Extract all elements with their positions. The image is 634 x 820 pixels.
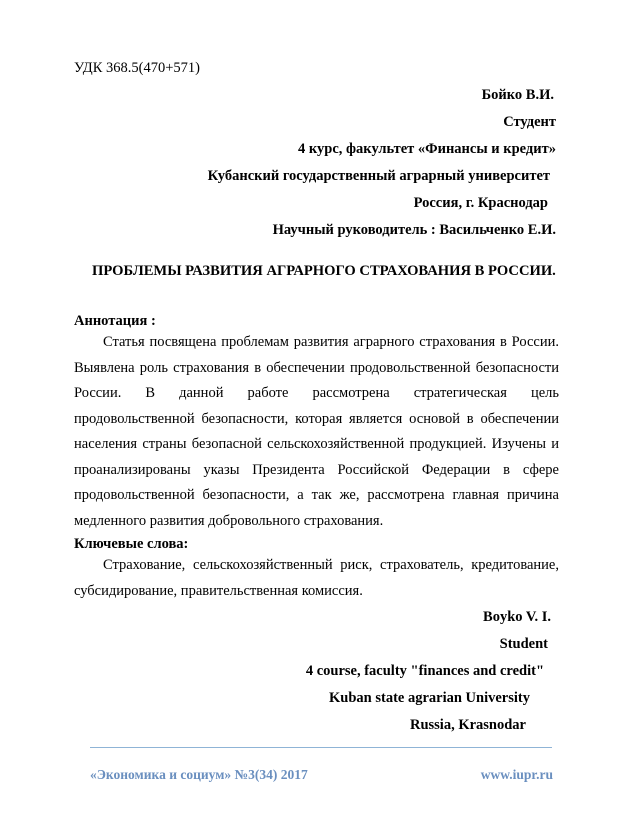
author-course-ru: 4 курс, факультет «Финансы и кредит» <box>297 141 556 157</box>
author-university-en: Kuban state agrarian University <box>329 690 530 706</box>
author-status-ru: Студент <box>503 114 556 130</box>
journal-website-link[interactable]: www.iupr.ru <box>480 767 553 782</box>
author-name-ru: Бойко В.И. <box>481 87 554 103</box>
udk-code: УДК 368.5(470+571) <box>74 60 200 76</box>
keywords-heading: Ключевые слова: <box>74 536 189 552</box>
author-status-en: Student <box>499 636 548 652</box>
keywords-text: Страхование, сельскохозяйственный риск, страхователь, кредитование, субсидирование, правительственная комиссия. <box>74 557 559 599</box>
annotation-heading: Аннотация : <box>74 313 156 329</box>
annotation-text: Статья посвящена проблемам развития аграрного страхования в России. Выявлена роль страхования в обеспечении продовольственной безопасности России. В данной работе рассмотрена стратегическая цель продовольственной безопасности, которая является основой в обеспечении населения страны безопасной сельскохозяйственной продукцией. Изучены и проанализированы указы Президента Российской Федерации в сфере продовольственной безопасности, а так же, рассмотрена главная причина медленного развития добровольного страхования. <box>74 334 559 529</box>
author-city-ru: Россия, г. Краснодар <box>413 195 548 211</box>
journal-name: «Экономика и социум» №3(34) 2017 <box>90 767 308 782</box>
author-university-ru: Кубанский государственный аграрный университет <box>207 168 550 184</box>
article-title: ПРОБЛЕМЫ РАЗВИТИЯ АГРАРНОГО СТРАХОВАНИЯ В РОССИИ. <box>92 263 556 279</box>
author-course-en: 4 course, faculty "finances and credit" <box>305 663 544 679</box>
author-name-en: Boyko V. I. <box>483 609 551 625</box>
author-city-en: Russia, Krasnodar <box>409 717 526 733</box>
supervisor-ru: Научный руководитель : Васильченко Е.И. <box>272 222 556 238</box>
footer-divider <box>90 747 552 748</box>
